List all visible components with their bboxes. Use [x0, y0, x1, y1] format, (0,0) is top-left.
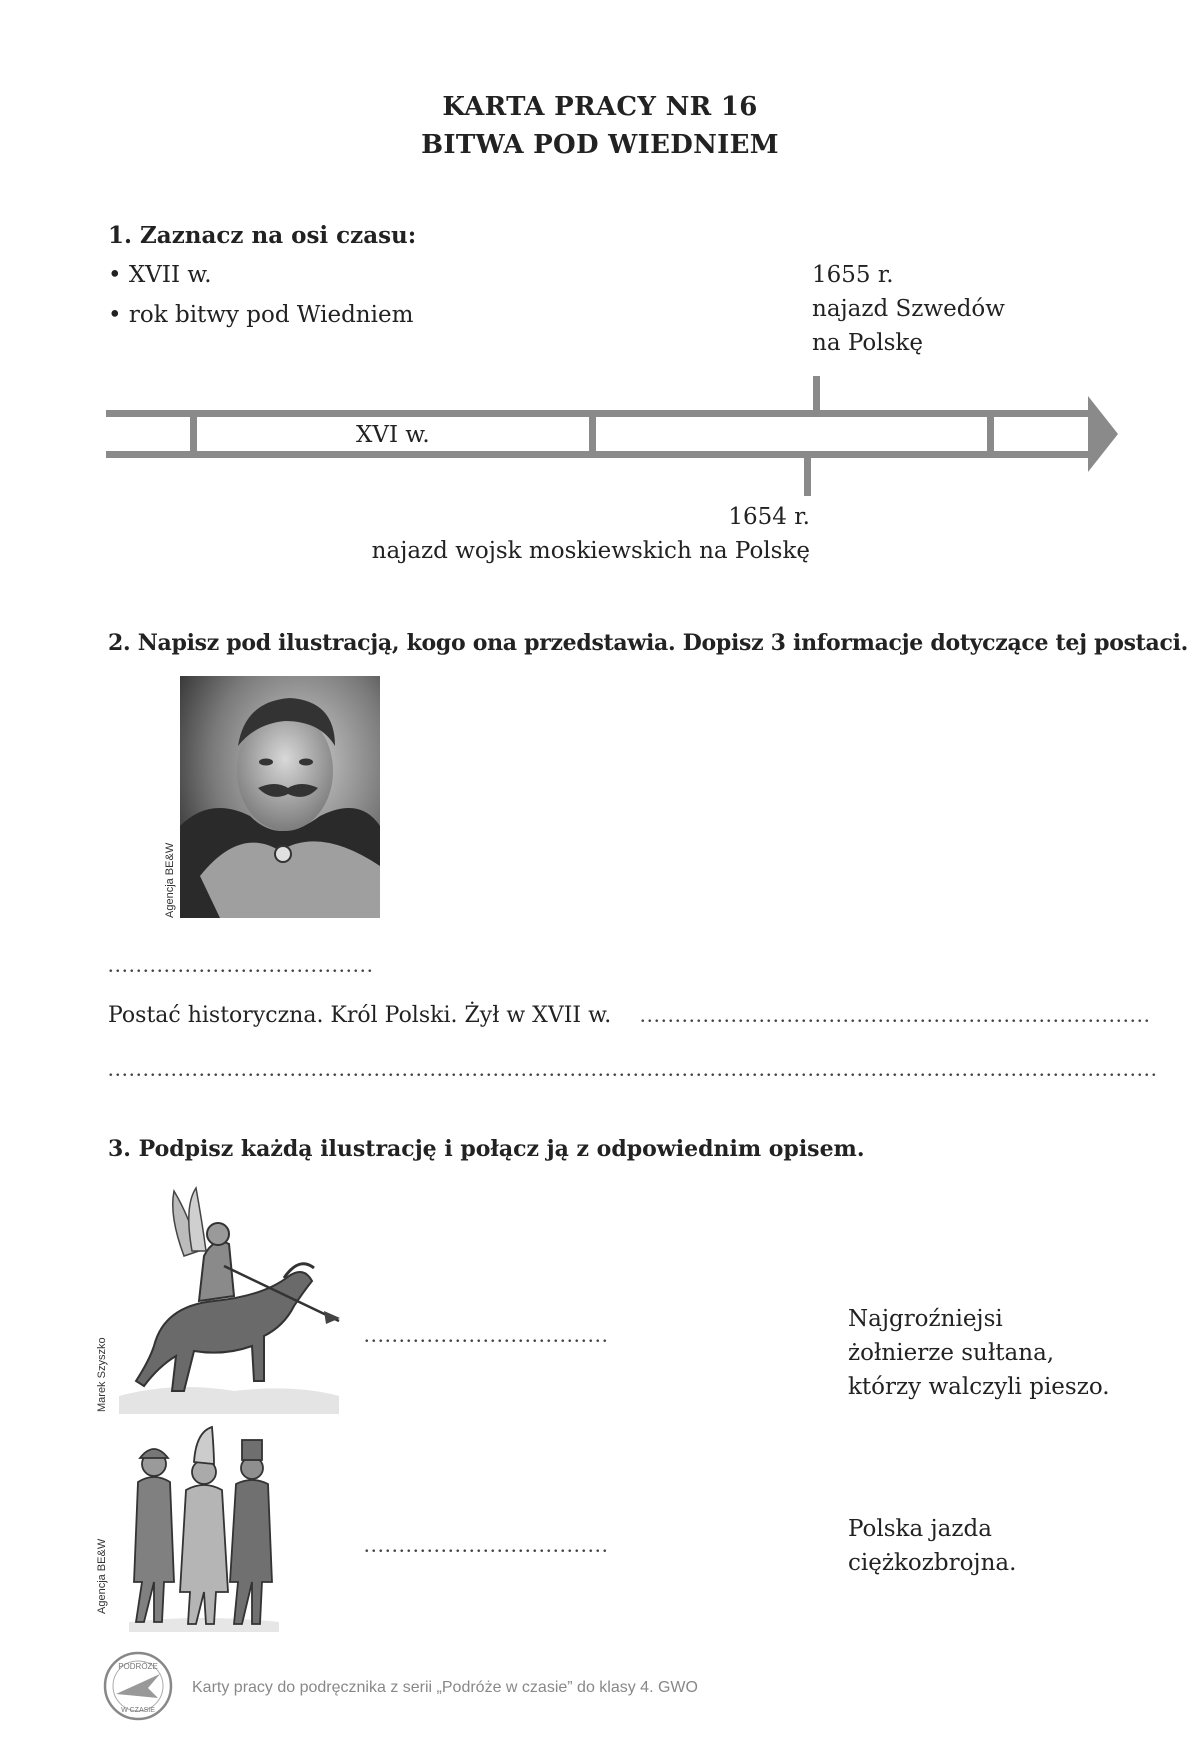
- janissaries-credit: Agencja BE&W: [96, 1538, 108, 1614]
- timeline-arrowhead: [1088, 396, 1118, 472]
- hussar-image: [114, 1196, 340, 1414]
- portrait-info-text: Postać historyczna. Król Polski. Żył w XVII w.: [108, 1003, 612, 1028]
- desc-1-line-2: żołnierze sułtana,: [848, 1340, 1055, 1366]
- timeline-divider-1: [190, 410, 197, 458]
- desc-2-line-2: ciężkozbrojna.: [848, 1550, 1017, 1576]
- portrait-extra-line[interactable]: ......................................................................................................................................................: [108, 1056, 1158, 1081]
- task1-heading: 1. Zaznacz na osi czasu:: [108, 222, 417, 249]
- page-subtitle: BITWA POD WIEDNIEM: [421, 130, 779, 160]
- task1-bullet-2: • rok bitwy pod Wiedniem: [108, 302, 414, 328]
- desc-2-line-1: Polska jazda: [848, 1516, 992, 1542]
- event-1655-year: 1655 r.: [812, 262, 894, 288]
- hussar-credit: Marek Szyszko: [96, 1337, 108, 1412]
- portrait-answer-line[interactable]: ......................................: [108, 952, 374, 977]
- timeline-segment-label: XVI w.: [356, 422, 430, 448]
- task2-heading: 2. Napisz pod ilustracją, kogo ona przedstawia. Dopisz 3 informacje dotyczące tej postaci.: [108, 630, 1189, 656]
- hussar-label-line[interactable]: ...................................: [364, 1322, 609, 1347]
- portrait-image: [180, 676, 380, 918]
- event-1655-line1: najazd Szwedów: [812, 296, 1005, 322]
- task1-bullet-1: • XVII w.: [108, 262, 212, 288]
- desc-1-line-1: Najgroźniejsi: [848, 1306, 1003, 1332]
- timeline-divider-3: [987, 410, 994, 458]
- event-1654-year: 1654 r.: [728, 504, 810, 530]
- portrait-info-line[interactable]: .........................................................................: [640, 1002, 1151, 1027]
- event-1654-desc: najazd wojsk moskiewskich na Polskę: [371, 538, 810, 564]
- timeline-top-line: [106, 410, 1096, 417]
- desc-1-line-3: którzy walczyli pieszo.: [848, 1374, 1110, 1400]
- footer-text: Karty pracy do podręcznika z serii „Podróże w czasie” do klasy 4. GWO: [192, 1679, 698, 1696]
- logo-text-top: PODRÓŻE: [118, 1662, 158, 1671]
- tick-1655: [813, 376, 820, 416]
- tick-1654: [804, 452, 811, 496]
- task3-heading: 3. Podpisz każdą ilustrację i połącz ją z odpowiednim opisem.: [108, 1136, 865, 1162]
- event-1655-line2: na Polskę: [812, 330, 923, 356]
- janissaries-label-line[interactable]: ...................................: [364, 1532, 609, 1557]
- timeline-bottom-line: [106, 451, 1096, 458]
- timeline: [0, 370, 1200, 480]
- logo-text-bottom: W CZASIE: [121, 1707, 155, 1714]
- portrait-credit: Agencja BE&W: [164, 842, 176, 918]
- publisher-logo-icon: [100, 1648, 176, 1724]
- janissaries-image: [124, 1432, 284, 1632]
- timeline-divider-2: [589, 410, 596, 458]
- page-title: KARTA PRACY NR 16: [442, 92, 758, 122]
